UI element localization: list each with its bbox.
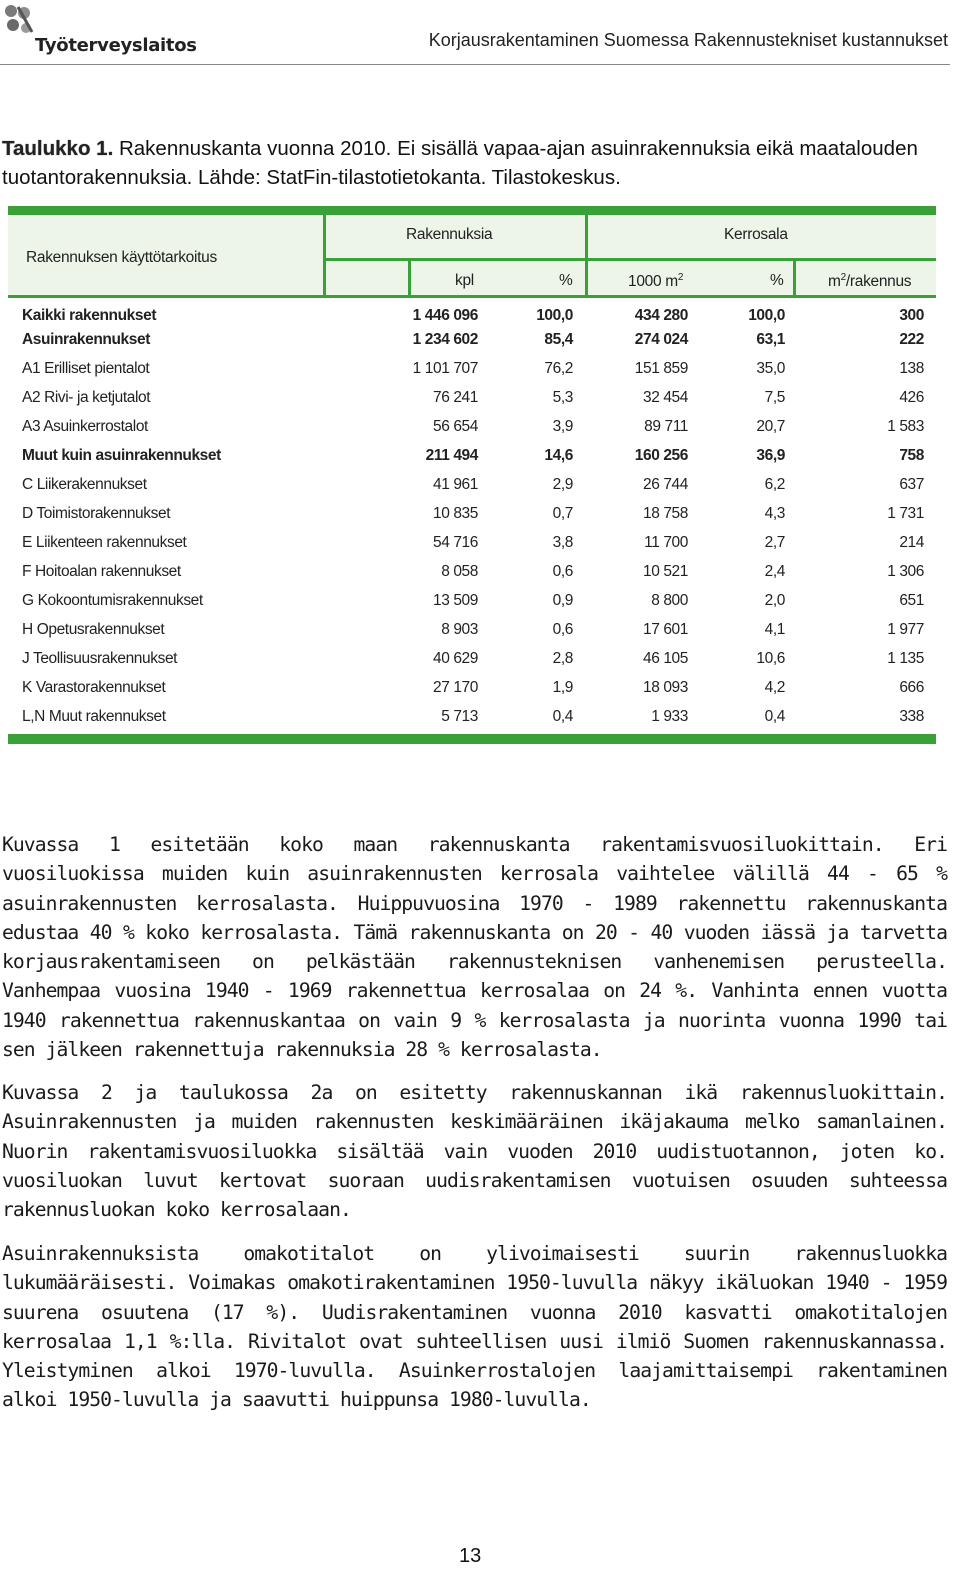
table-row [8, 650, 936, 674]
column-header-area-sup: 2 [677, 272, 684, 283]
cell-area: 434 280 [634, 307, 688, 324]
table-row [8, 708, 936, 732]
building-stock-table [8, 206, 936, 744]
cell-pct: 0,4 [552, 708, 573, 725]
table-row [8, 418, 936, 442]
column-header-per-m: m [828, 273, 841, 291]
cell-pct2: 4,1 [764, 621, 785, 638]
paragraph-2: Kuvassa 2 ja taulukossa 2a on esitetty rakennuskannan ikä rakennusluokittain. Asuinrakennusten ja muiden rakennusten keskimääräinen ikäjakauma melko samanlainen. Nuorin rakentamisvuosiluokka sisältää vain vuoden 2010 uudistuotannon, joten ko. vuosiluokan luvut kertovat suoraan uudisrakentamisen vuotuisen osuuden suhteessa rakennusluokan koko kerrosalaan. [2, 1081, 947, 1222]
cell-kpl: 56 654 [432, 418, 478, 435]
row-label: L,N Muut rakennukset [22, 708, 166, 725]
cell-pct2: 2,0 [764, 592, 785, 609]
column-group-buildings: Rakennuksia [406, 226, 493, 243]
logo-text: Työterveyslaitos [35, 35, 197, 56]
row-label: A1 Erilliset pientalot [22, 360, 150, 377]
row-label: H Opetusrakennukset [22, 621, 165, 638]
cell-area: 18 758 [642, 505, 688, 522]
cell-pct2: 7,5 [764, 389, 785, 406]
row-label: C Liikerakennukset [22, 476, 147, 493]
cell-area: 26 744 [642, 476, 688, 493]
running-header-title: Korjausrakentaminen Suomessa Rakennustekniset kustannukset [428, 30, 948, 50]
cell-per: 1 977 [887, 621, 924, 638]
table-caption-label: Taulukko 1. [2, 137, 114, 160]
paragraph-3: Asuinrakennuksista omakotitalot on ylivoimaisesti suurin rakennusluokka lukumääräisesti. Voimakas omakotirakentaminen 1950-luvulla näkyy ikäluokan 1940 - 1959 suurena osuutena (17 %). Uudisrakentaminen vuonna 2010 kasvatti omakotitalojen kerrosalaa 1,1 %:lla. Rivitalot ovat suhteellisen uusi ilmiö Suomen rakennuskannassa. Yleistyminen alkoi 1970-luvulla. Asuinkerrostalojen laajamittaisempi rakentaminen alkoi 1950-luvulla ja saavutti huippunsa 1980-luvulla. [2, 1242, 947, 1412]
cell-area: 160 256 [634, 447, 688, 464]
column-header-per-sup: 2 [840, 272, 846, 283]
cell-area: 32 454 [642, 389, 688, 406]
header-divider-h1 [323, 258, 936, 261]
cell-area: 18 093 [642, 679, 688, 696]
cell-per: 300 [899, 307, 924, 324]
cell-kpl: 10 835 [432, 505, 478, 522]
cell-per: 1 731 [887, 505, 924, 522]
column-header-per-rest: /rakennus [845, 273, 912, 291]
cell-pct: 5,3 [552, 389, 573, 406]
cell-pct: 3,8 [552, 534, 573, 551]
cell-kpl: 27 170 [432, 679, 478, 696]
cell-pct: 14,6 [544, 447, 573, 464]
table-row [8, 447, 936, 471]
table-row [8, 679, 936, 703]
cell-pct: 0,9 [552, 592, 573, 609]
cell-kpl: 41 961 [432, 476, 478, 493]
table-top-border [8, 206, 936, 215]
paragraph-1: Kuvassa 1 esitetään koko maan rakennuskanta rakentamisvuosiluokittain. Eri vuosiluokissa muiden kuin asuinrakennusten kerrosala vaihtelee välillä 44 - 65 % asuinrakennusten kerrosalasta. Huippuvuosina 1970 - 1989 rakennettu rakennuskanta edustaa 40 % koko kerrosalasta. Tämä rakennuskanta on 20 - 40 vuoden iässä ja tarvetta korjausrakentamiseen on pelkästään rakennusteknisen vanhenemisen perusteella. Vanhempaa vuosina 1940 - 1969 rakennettua kerrosalaa on 24 %. Vanhinta ennen vuotta 1940 rakennettua rakennuskantaa on vain 9 % kerrosalasta ja nuorinta vuonna 1990 tai sen jälkeen rakennettuja rakennuksia 28 % kerrosalasta. [2, 833, 947, 1062]
cell-per: 1 135 [887, 650, 924, 667]
cell-per: 426 [899, 389, 924, 406]
cell-area: 8 800 [651, 592, 688, 609]
cell-pct2: 4,3 [764, 505, 785, 522]
column-group-floor-area: Kerrosala [724, 226, 788, 243]
column-header-area [628, 272, 683, 291]
header-divider-v3 [408, 258, 411, 297]
row-label: D Toimistorakennukset [22, 505, 171, 522]
cell-kpl: 13 509 [432, 592, 478, 609]
cell-kpl: 40 629 [432, 650, 478, 667]
cell-per: 758 [899, 447, 924, 464]
cell-area: 46 105 [642, 650, 688, 667]
cell-area: 151 859 [634, 360, 688, 377]
row-label: Muut kuin asuinrakennukset [22, 447, 221, 464]
cell-pct: 2,8 [552, 650, 573, 667]
table-caption-text: Rakennuskanta vuonna 2010. Ei sisällä vapaa-ajan asuinrakennuksia eikä maatalouden tuotantorakennuksia. Lähde: StatFin-tilastotietokanta. Tilastokeskus. [2, 137, 918, 189]
page-header [0, 0, 960, 66]
cell-area: 10 521 [642, 563, 688, 580]
table-row [8, 534, 936, 558]
table-row [8, 389, 936, 413]
cell-area: 89 711 [644, 418, 688, 435]
header-divider-v1 [323, 215, 326, 297]
cell-pct: 2,9 [552, 476, 573, 493]
cell-area: 274 024 [634, 331, 688, 348]
cell-kpl: 211 494 [425, 447, 478, 464]
header-divider-v4 [793, 258, 796, 297]
cell-pct2: 2,4 [764, 563, 785, 580]
column-header-area-text: 1000 m [628, 273, 678, 291]
table-bottom-border [8, 734, 936, 744]
cell-pct2: 20,7 [756, 418, 785, 435]
cell-per: 651 [899, 592, 924, 609]
cell-kpl: 1 446 096 [412, 307, 478, 324]
row-label: A2 Rivi- ja ketjutalot [22, 389, 151, 406]
row-label: K Varastorakennukset [22, 679, 166, 696]
cell-kpl: 5 713 [441, 708, 478, 725]
cell-pct2: 63,1 [756, 331, 785, 348]
cell-pct2: 10,6 [756, 650, 785, 667]
cell-area: 17 601 [642, 621, 688, 638]
cell-kpl: 54 716 [432, 534, 478, 551]
row-label: F Hoitoalan rakennukset [22, 563, 181, 580]
cell-area: 11 700 [644, 534, 688, 551]
cell-kpl: 76 241 [432, 389, 478, 406]
table-row [8, 563, 936, 587]
cell-pct2: 2,7 [764, 534, 785, 551]
column-header-pct2: % [770, 272, 784, 289]
row-label: Kaikki rakennukset [22, 307, 157, 324]
cell-kpl: 8 903 [441, 621, 478, 638]
cell-pct: 0,6 [552, 563, 573, 580]
cell-pct2: 35,0 [756, 360, 785, 377]
cell-per: 637 [899, 476, 924, 493]
cell-pct: 0,7 [552, 505, 573, 522]
table-row [8, 476, 936, 500]
row-label: J Teollisuusrakennukset [22, 650, 178, 667]
logo [2, 2, 197, 62]
cell-pct2: 100,0 [748, 307, 785, 324]
table-row [8, 505, 936, 529]
cell-pct2: 6,2 [764, 476, 785, 493]
table-caption [2, 134, 947, 192]
column-header-kpl: kpl [455, 272, 474, 289]
table-row [8, 307, 936, 331]
table-row [8, 592, 936, 616]
cell-pct: 3,9 [552, 418, 573, 435]
cell-per: 1 583 [887, 418, 924, 435]
row-label: A3 Asuinkerrostalot [22, 418, 148, 435]
cell-area: 1 933 [651, 708, 688, 725]
header-divider-v2 [585, 215, 588, 297]
header-divider [0, 64, 950, 65]
cell-kpl: 1 101 707 [412, 360, 478, 377]
page-number: 13 [459, 1545, 482, 1567]
cell-pct: 85,4 [544, 331, 573, 348]
column-header-per-building [828, 272, 911, 291]
cell-per: 338 [899, 708, 924, 725]
cell-pct2: 0,4 [764, 708, 785, 725]
row-label: Asuinrakennukset [22, 331, 150, 348]
cell-per: 214 [899, 534, 924, 551]
cell-per: 138 [899, 360, 924, 377]
table-row [8, 331, 936, 355]
cell-pct2: 4,2 [764, 679, 785, 696]
cell-kpl: 8 058 [441, 563, 478, 580]
cell-kpl: 1 234 602 [412, 331, 478, 348]
cell-pct2: 36,9 [756, 447, 785, 464]
table-row [8, 621, 936, 645]
cell-per: 1 306 [887, 563, 924, 580]
cell-pct: 76,2 [544, 360, 573, 377]
cell-pct: 1,9 [552, 679, 573, 696]
cell-per: 222 [899, 331, 924, 348]
cell-pct: 0,6 [552, 621, 573, 638]
row-label: G Kokoontumisrakennukset [22, 592, 203, 609]
header-divider-h2 [8, 295, 936, 298]
row-label: E Liikenteen rakennukset [22, 534, 187, 551]
cell-pct: 100,0 [536, 307, 573, 324]
column-header-pct1: % [559, 272, 573, 289]
column-header-usage: Rakennuksen käyttötarkoitus [26, 249, 217, 266]
table-row [8, 360, 936, 384]
cell-per: 666 [899, 679, 924, 696]
